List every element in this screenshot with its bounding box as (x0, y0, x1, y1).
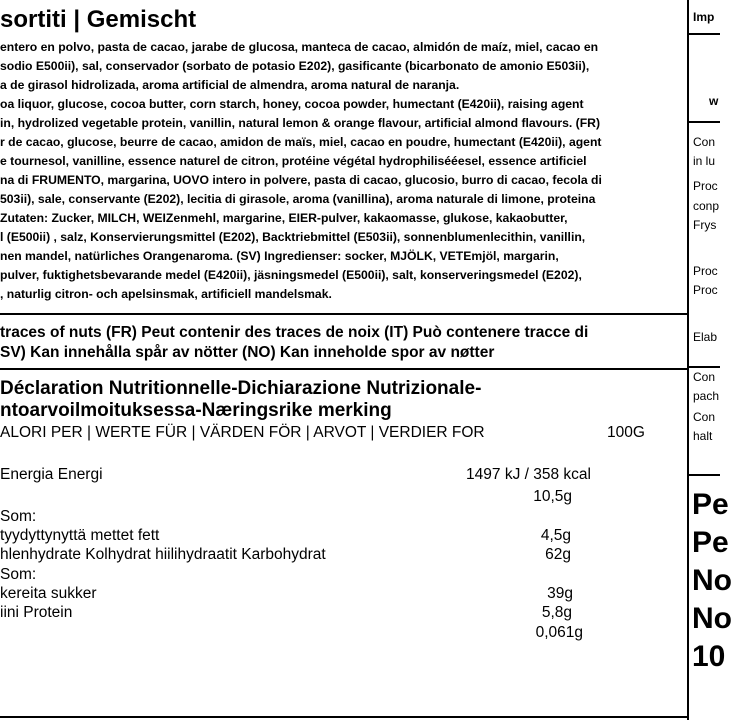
nutrition-row-value: 39g (547, 585, 573, 602)
nutrition-row-label: hlenhydrate Kolhydrat hiilihydraatit Karbohydrat (0, 546, 326, 563)
side-big-text: No (692, 564, 732, 597)
nutrition-heading: Déclaration Nutritionnelle-Dichiarazione Nutrizionale- (0, 378, 482, 399)
vertical-divider (687, 0, 689, 720)
bottom-rule (0, 716, 689, 718)
ingredients-bottom-rule (0, 313, 689, 315)
product-title: sortiti | Gemischt (0, 6, 197, 33)
side-rule-1 (689, 33, 720, 35)
side-text: Proc (693, 283, 718, 297)
nutrition-row-label: iini Protein (0, 604, 73, 621)
side-text: Imp (693, 10, 715, 24)
nutrition-heading: ntoarvoilmoituksessa-Næringsrike merking (0, 400, 392, 421)
side-text: Con (693, 370, 716, 384)
per-label: ALORI PER | WERTE FÜR | VÄRDEN FÖR | ARVOT | VERDIER FOR (0, 424, 485, 441)
nutrition-row-label: Som: (0, 508, 37, 525)
ingredients-line: nen mandel, natürliches Orangenaroma. (SV) Ingredienser: socker, MJÖLK, VETEmjöl, margarin, (0, 249, 559, 263)
nutrition-row-value: 4,5g (540, 527, 571, 544)
side-text: pach (693, 389, 720, 403)
side-text: in lu (693, 154, 716, 168)
ingredients-line: l (E500ii) , salz, Konservierungsmittel (E202), Backtriebmittel (E503ii), sonnenblumenlecithin, vanillin, (0, 230, 586, 244)
side-text: conp (693, 199, 720, 213)
ingredients-line: a de girasol hidrolizada, aroma artificial de almendra, aroma natural de naranja. (0, 78, 460, 92)
ingredients-line: , naturlig citron- och apelsinsmak, artificiell mandelsmak. (0, 287, 332, 301)
ingredients-line: entero en polvo, pasta de cacao, jarabe de glucosa, manteca de cacao, almidón de maíz, miel, cacao en (0, 40, 599, 54)
nutrition-row-label: Som: (0, 566, 37, 583)
ingredients-line: 503ii), sale, conservante (E202), lecitia di girasole, aroma (vanillina), aroma naturale di limone, proteina (0, 192, 596, 206)
nutrition-row-value: 5,8g (541, 604, 572, 621)
ingredients-line: in, hydrolized vegetable protein, vanillin, natural lemon & orange flavour, artificial almond flavours. (FR) (0, 116, 601, 130)
ingredients-line: e tournesol, vanilline, essence naturel de citron, protéine végétal hydrophilisééesel, essence artificiel (0, 154, 587, 168)
ingredients-line: sodio E500ii), sal, conservador (sorbato de potasio E202), gasificante (bicarbonato de amonio E503ii), (0, 59, 590, 73)
side-big-text: Pe (692, 488, 729, 521)
per-amount: 100G (607, 424, 645, 441)
ingredients-line: pulver, fuktighetsbevarande medel (E420ii), jäsningsmedel (E500ii), salt, konserveringsmedel (E202), (0, 268, 582, 282)
ingredients-line: na di FRUMENTO, margarina, UOVO intero in polvere, pasta di cacao, glucosio, burro di cacao, fecola di (0, 173, 602, 187)
traces-bottom-rule (0, 368, 689, 370)
side-text: Elab (693, 330, 718, 344)
nutrition-row-label: kereita sukker (0, 585, 97, 602)
side-big-text: Pe (692, 526, 729, 559)
traces-line: SV) Kan innehålla spår av nötter (NO) Kan inneholde spor av nøtter (0, 344, 495, 361)
nutrition-row-label: tyydyttynyttä mettet fett (0, 527, 160, 544)
nutrition-row-label: Energia Energi (0, 466, 103, 483)
side-big-text: No (692, 602, 732, 635)
ingredients-line: oa liquor, glucose, cocoa butter, corn starch, honey, cocoa powder, humectant (E420ii), raising agent (0, 97, 584, 111)
side-text: halt (693, 429, 713, 443)
side-text: Con (693, 410, 716, 424)
side-rule-3 (689, 366, 720, 368)
traces-line: traces of nuts (FR) Peut contenir des traces de noix (IT) Può contenere tracce di (0, 324, 589, 341)
nutrition-row-value: 62g (545, 546, 571, 563)
ingredients-line: Zutaten: Zucker, MILCH, WEIZenmehl, margarine, EIER-pulver, kakaomasse, glukose, kakaobutter, (0, 211, 568, 225)
side-text: Proc (693, 179, 718, 193)
nutrition-row-value: 10,5g (533, 488, 572, 505)
side-text: w (709, 94, 719, 108)
ingredients-line: r de cacao, glucose, beurre de cacao, amidon de maïs, miel, cacao en poudre, humectant (E420ii), agent (0, 135, 602, 149)
side-text: Proc (693, 264, 718, 278)
side-rule-2 (689, 121, 720, 123)
side-text: Frys (693, 218, 717, 232)
nutrition-row-value: 1497 kJ / 358 kcal (466, 466, 591, 483)
side-big-text: 10 (692, 640, 726, 673)
side-text: Con (693, 135, 716, 149)
side-rule-4 (689, 474, 720, 476)
nutrition-row-value: 0,061g (535, 624, 583, 641)
